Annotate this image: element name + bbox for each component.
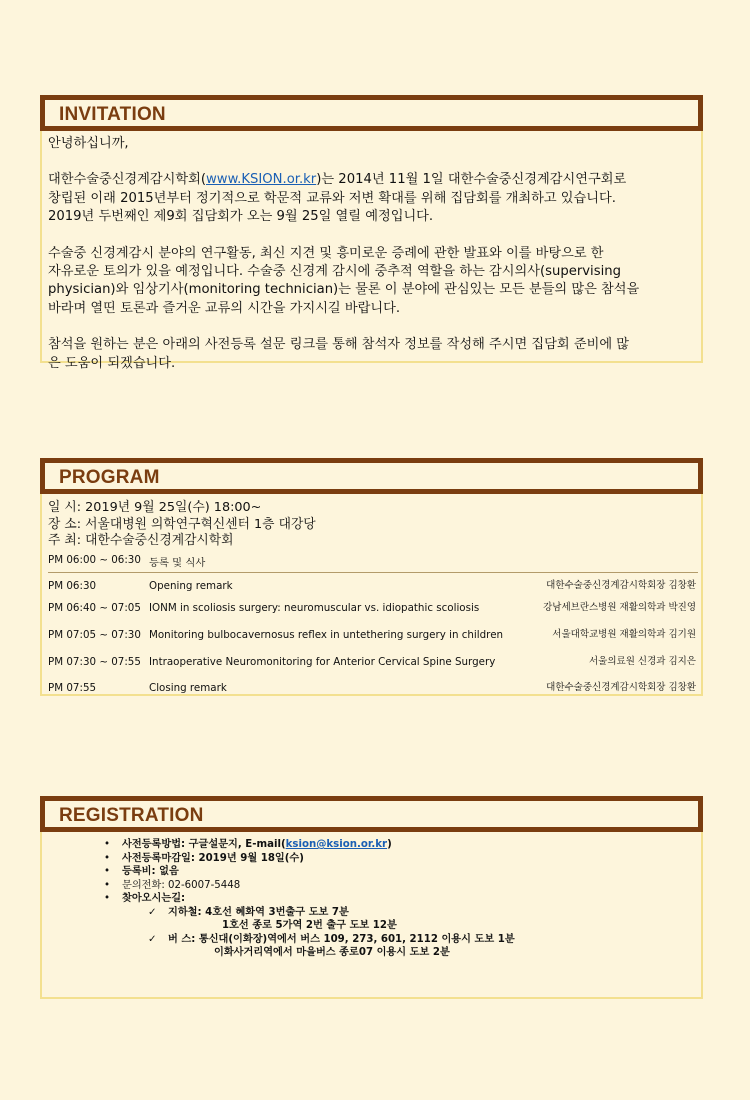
schedule-presenter: 서울대학교병원 재활의학과 김기원	[552, 629, 696, 640]
program-date: 일 시: 2019년 9월 25일(수) 18:00~	[48, 500, 262, 515]
schedule-title: Opening remark	[149, 580, 233, 592]
schedule-time: PM 07:30 ~ 07:55	[48, 656, 141, 668]
registration-header	[40, 796, 703, 832]
schedule-time: PM 06:00 ~ 06:30	[48, 554, 141, 566]
registration-section	[40, 796, 703, 999]
schedule-row	[48, 675, 698, 701]
program-venue: 장 소: 서울대병원 의학연구혁신센터 1층 대강당	[48, 516, 316, 532]
registration-phone: • 문의전화: 02-6007-5448	[102, 879, 515, 893]
schedule-presenter: 서울의료원 신경과 김지은	[589, 656, 696, 667]
registration-directions: • 찾아오시는길: ✓ 지하철: 4호선 혜화역 3번출구 도보 7분 1호선 종로 5가역 2번 출구 도보 12분 ✓ 버 스: 통신대(이화장)역에서 버스 109, 273, 601, 2112 이용시 도보 1분 이화사거리역에서 마을버스 종로07 이용시 도보 2분	[102, 892, 515, 960]
ksion-website-link[interactable]: www.KSION.or.kr	[206, 172, 317, 188]
registration-deadline: • 사전등록마감일: 2019년 9월 18일(수)	[102, 852, 515, 866]
program-section	[40, 458, 703, 696]
program-info	[48, 500, 316, 550]
registration-list	[102, 838, 515, 960]
registration-title: REGISTRATION	[59, 805, 204, 826]
schedule-time: PM 06:30	[48, 580, 97, 592]
greeting: 안녕하십니까,	[48, 136, 129, 151]
schedule-presenter: 강남세브란스병원 재활의학과 박진영	[543, 602, 696, 613]
schedule-row	[48, 595, 698, 622]
registration-fee: • 등록비: 없음	[102, 865, 515, 879]
invitation-paragraph-2: 수술중 신경계감시 분야의 연구활동, 최신 지견 및 흥미로운 증례에 관한 발표와 이를 바탕으로 한 자유로운 토의가 있을 예정입니다. 수술중 신경계 감시에 중추적 역할을 하는 감시의사(supervising physician)와 임상기사(monitoring technician)는 물론 이 분야에 관심있는 모든 분들의 많은 참석을 바라며 열띤 토론과 즐거운 교류의 시간을 가지시길 바랍니다.	[48, 245, 640, 316]
program-header	[40, 458, 703, 494]
schedule-title: IONM in scoliosis surgery: neuromuscular vs. idiopathic scoliosis	[149, 602, 480, 614]
program-title: PROGRAM	[59, 467, 160, 488]
schedule-time: PM 06:40 ~ 07:05	[48, 602, 141, 614]
program-schedule	[48, 552, 698, 701]
directions-bus: ✓ 버 스: 통신대(이화장)역에서 버스 109, 273, 601, 2112 이용시 도보 1분 이화사거리역에서 마을버스 종로07 이용시 도보 2분	[148, 933, 515, 960]
directions-subway: ✓ 지하철: 4호선 혜화역 3번출구 도보 7분 1호선 종로 5가역 2번 출구 도보 12분	[148, 906, 515, 933]
schedule-title: Monitoring bulbocavernosus reflex in untethering surgery in children	[149, 629, 504, 641]
schedule-time: PM 07:05 ~ 07:30	[48, 629, 141, 641]
invitation-body	[48, 135, 695, 391]
invitation-paragraph-3: 참석을 원하는 분은 아래의 사전등록 설문 링크를 통해 참석자 정보를 작성해 주시면 집담회 준비에 많 은 도움이 되겠습니다.	[48, 337, 629, 371]
invitation-section	[40, 95, 703, 371]
schedule-presenter: 대한수술중신경계감시학회장 김창환	[546, 580, 696, 591]
schedule-row	[48, 573, 698, 595]
schedule-time: PM 07:55	[48, 682, 97, 694]
schedule-title: Intraoperative Neuromonitoring for Anterior Cervical Spine Surgery	[149, 656, 496, 668]
program-host: 주 최: 대한수술중신경계감시학회	[48, 533, 234, 548]
invitation-header	[40, 95, 703, 131]
schedule-presenter: 대한수술중신경계감시학회장 김창환	[546, 682, 696, 693]
ksion-email-link[interactable]: ksion@ksion.or.kr	[285, 839, 388, 850]
schedule-row	[48, 552, 698, 573]
schedule-row	[48, 622, 698, 649]
schedule-row	[48, 649, 698, 675]
schedule-title: 등록 및 식사	[149, 557, 206, 569]
schedule-title: Closing remark	[149, 682, 227, 694]
registration-method: • 사전등록방법: 구글설문지, E-mail(ksion@ksion.or.kr)	[102, 838, 515, 852]
invitation-paragraph-1: 대한수술중신경계감시학회(www.KSION.or.kr)는 2014년 11월 1일 대한수술중신경계감시연구회로 창립된 이래 2015년부터 정기적으로 학문적 교류와 저변 확대를 위해 집담회를 개최하고 있습니다. 2019년 두번째인 제9회 집담회가 오는 9월 25일 열릴 예정입니다.	[48, 172, 627, 225]
directions-list	[122, 906, 515, 960]
invitation-title: INVITATION	[59, 104, 166, 125]
